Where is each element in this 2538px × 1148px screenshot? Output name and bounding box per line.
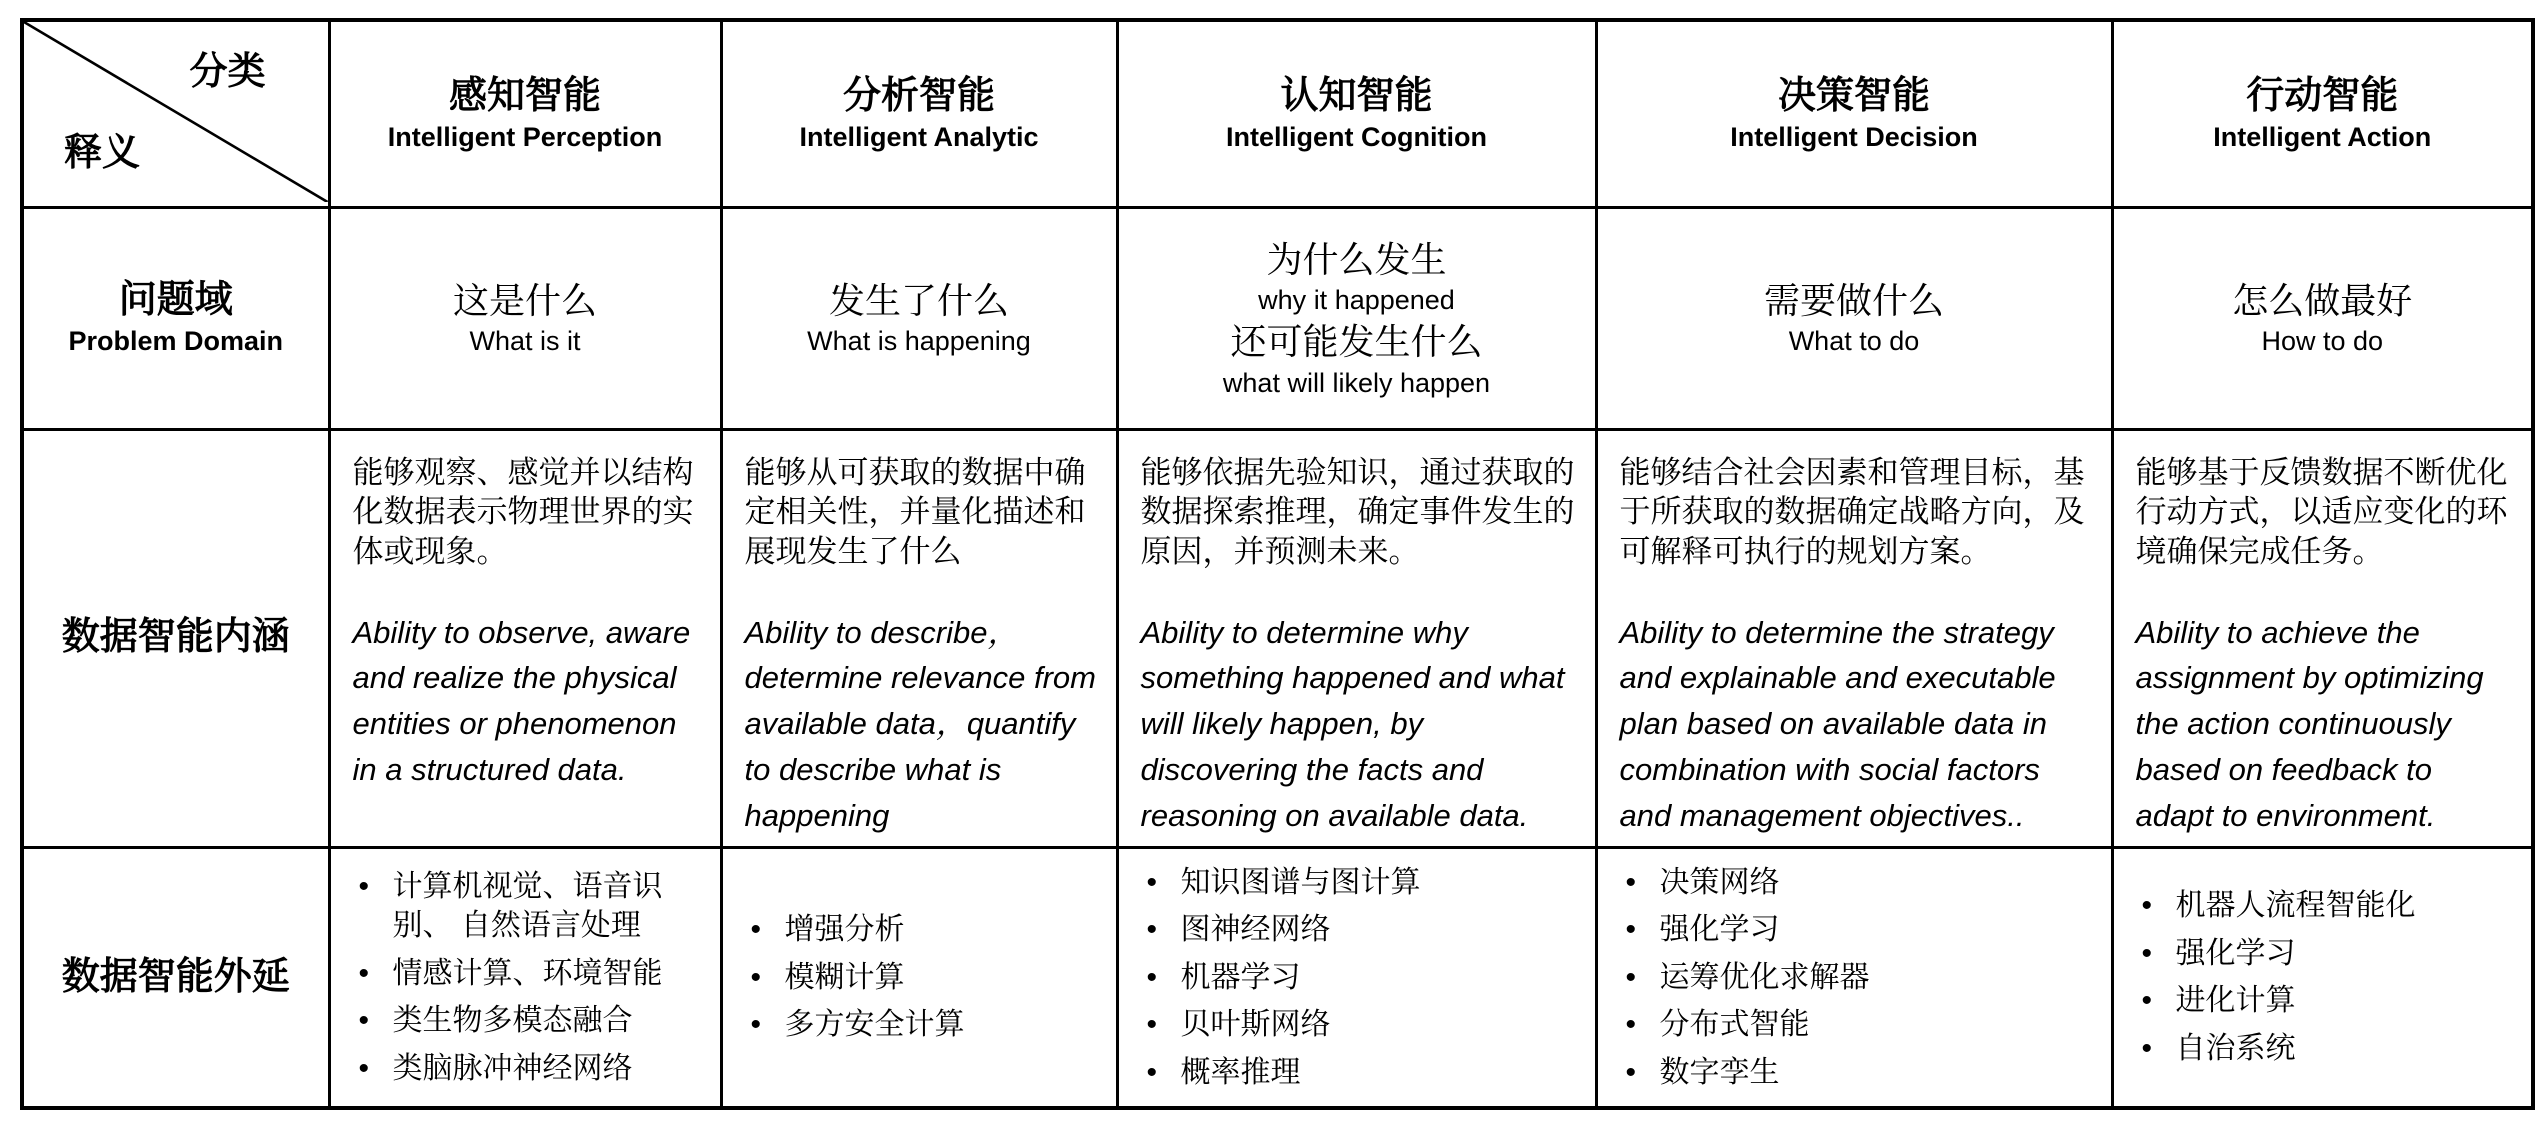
connotation-zh: 能够结合社会因素和管理目标，基于所获取的数据确定战略方向，及可解释可执行的规划方案。	[1619, 454, 2085, 569]
corner-inner	[24, 22, 328, 202]
connotation-en: Ability to determine why something happened and what will likely happen, by discovering the facts and reasoning on available data.	[1140, 614, 1565, 834]
header-cell-cognition	[1117, 20, 1596, 207]
problem-zh: 需要做什么	[1763, 279, 1944, 321]
bullet-item: • 增强分析	[743, 910, 1108, 950]
connotation-cell-decision	[1596, 429, 2112, 847]
bullet-item: • 机器人流程智能化	[2134, 886, 2524, 926]
bullet-item: • 强化学习	[1618, 910, 2103, 950]
extension-list	[351, 867, 712, 1089]
extension-list	[1139, 863, 1587, 1093]
header-cell-analytic	[721, 20, 1117, 207]
connotation-en: Ability to determine the strategy and explainable and executable plan based on available data in combination with social factors and management objectives..	[1619, 614, 2056, 834]
header-zh: 分析智能	[842, 75, 995, 118]
extension-cell-perception	[329, 847, 721, 1108]
connotation-row	[22, 429, 2533, 847]
problem-cell-perception	[329, 207, 721, 429]
bullet-item: • 数字孪生	[1618, 1053, 2103, 1093]
bullet-item: • 自治系统	[2134, 1029, 2524, 1069]
page	[0, 18, 2538, 1148]
bullet-item: • 贝叶斯网络	[1139, 1005, 1587, 1045]
connotation-en: Ability to observe, aware and realize the physical entities or phenomenon in a structured data.	[352, 614, 691, 788]
connotation-en: Ability to describe，determine relevance from available data，quantify to describe what is happening	[744, 614, 1096, 834]
extension-cell-decision	[1596, 847, 2112, 1108]
row-label-zh: 数据智能内涵	[61, 616, 290, 659]
bullet-item: • 概率推理	[1139, 1053, 1587, 1093]
header-zh: 感知智能	[448, 75, 601, 118]
connotation-cell-analytic	[721, 429, 1117, 847]
header-zh: 行动智能	[2246, 75, 2399, 118]
header-en: Intelligent Perception	[387, 121, 663, 152]
problem-en: why it happened	[1258, 285, 1455, 316]
bullet-item: • 计算机视觉、语音识别、 自然语言处理	[351, 867, 712, 946]
extension-list	[743, 910, 1108, 1045]
header-en: Intelligent Cognition	[1226, 121, 1487, 152]
row-label-en: Problem Domain	[68, 325, 284, 356]
header-zh: 认知智能	[1280, 75, 1433, 118]
bullet-item: • 类生物多模态融合	[351, 1001, 712, 1041]
problem-cell-cognition	[1117, 207, 1596, 429]
connotation-cell-cognition	[1117, 429, 1596, 847]
connotation-zh: 能够观察、感觉并以结构化数据表示物理世界的实体或现象。	[352, 454, 694, 569]
header-en: Intelligent Decision	[1730, 121, 1978, 152]
header-cell-perception	[329, 20, 721, 207]
header-en: Intelligent Analytic	[799, 121, 1039, 152]
connotation-en: Ability to achieve the assignment by optimizing the action continuously based on feedback to adapt to environment.	[2135, 614, 2484, 834]
row-label-zh: 数据智能外延	[61, 955, 290, 998]
corner-label-classification: 分类	[189, 51, 266, 93]
problem-zh: 发生了什么	[828, 279, 1009, 321]
bullet-item: • 运筹优化求解器	[1618, 958, 2103, 998]
row-label-connotation	[22, 429, 329, 847]
header-en: Intelligent Action	[2213, 121, 2432, 152]
problem-en: What to do	[1788, 326, 1920, 357]
problem-cell-decision	[1596, 207, 2112, 429]
bullet-item: • 分布式智能	[1618, 1005, 2103, 1045]
bullet-item: • 强化学习	[2134, 934, 2524, 974]
bullet-item: • 情感计算、环境智能	[351, 954, 712, 994]
row-label-problem-domain	[22, 207, 329, 429]
problem-domain-row	[22, 207, 2533, 429]
extension-list	[1618, 863, 2103, 1093]
header-row	[22, 20, 2533, 207]
data-intelligence-table	[20, 18, 2535, 1110]
bullet-item: • 决策网络	[1618, 863, 2103, 903]
problem-zh: 怎么做最好	[2232, 279, 2413, 321]
bullet-item: • 图神经网络	[1139, 910, 1587, 950]
problem-en: How to do	[2261, 326, 2384, 357]
problem-zh-2: 还可能发生什么	[1230, 321, 1483, 362]
problem-zh: 为什么发生	[1266, 238, 1447, 280]
connotation-cell-action	[2112, 429, 2533, 847]
bullet-item: • 多方安全计算	[743, 1005, 1108, 1045]
corner-label-interpretation: 释义	[64, 132, 141, 174]
problem-cell-action	[2112, 207, 2533, 429]
bullet-item: • 机器学习	[1139, 958, 1587, 998]
extension-row	[22, 847, 2533, 1108]
extension-cell-cognition	[1117, 847, 1596, 1108]
extension-list	[2134, 886, 2524, 1068]
connotation-zh: 能够从可获取的数据中确定相关性，并量化描述和展现发生了什么	[744, 454, 1086, 569]
problem-en: What is it	[469, 326, 581, 357]
connotation-zh: 能够依据先验知识，通过获取的数据探索推理，确定事件发生的原因，并预测未来。	[1140, 454, 1575, 569]
problem-en: What is happening	[807, 326, 1031, 357]
bullet-item: • 类脑脉冲神经网络	[351, 1049, 712, 1089]
header-cell-decision	[1596, 20, 2112, 207]
corner-cell	[22, 20, 329, 207]
header-cell-action	[2112, 20, 2533, 207]
problem-zh: 这是什么	[452, 279, 597, 321]
bullet-item: • 进化计算	[2134, 981, 2524, 1021]
bullet-item: • 知识图谱与图计算	[1139, 863, 1587, 903]
extension-cell-analytic	[721, 847, 1117, 1108]
connotation-zh: 能够基于反馈数据不断优化行动方式，以适应变化的环境确保完成任务。	[2135, 454, 2508, 569]
problem-cell-analytic	[721, 207, 1117, 429]
header-zh: 决策智能	[1777, 75, 1930, 118]
extension-cell-action	[2112, 847, 2533, 1108]
problem-en-2: what will likely happen	[1222, 367, 1491, 398]
connotation-cell-perception	[329, 429, 721, 847]
bullet-item: • 模糊计算	[743, 958, 1108, 998]
row-label-extension	[22, 847, 329, 1108]
row-label-zh: 问题域	[118, 279, 233, 322]
